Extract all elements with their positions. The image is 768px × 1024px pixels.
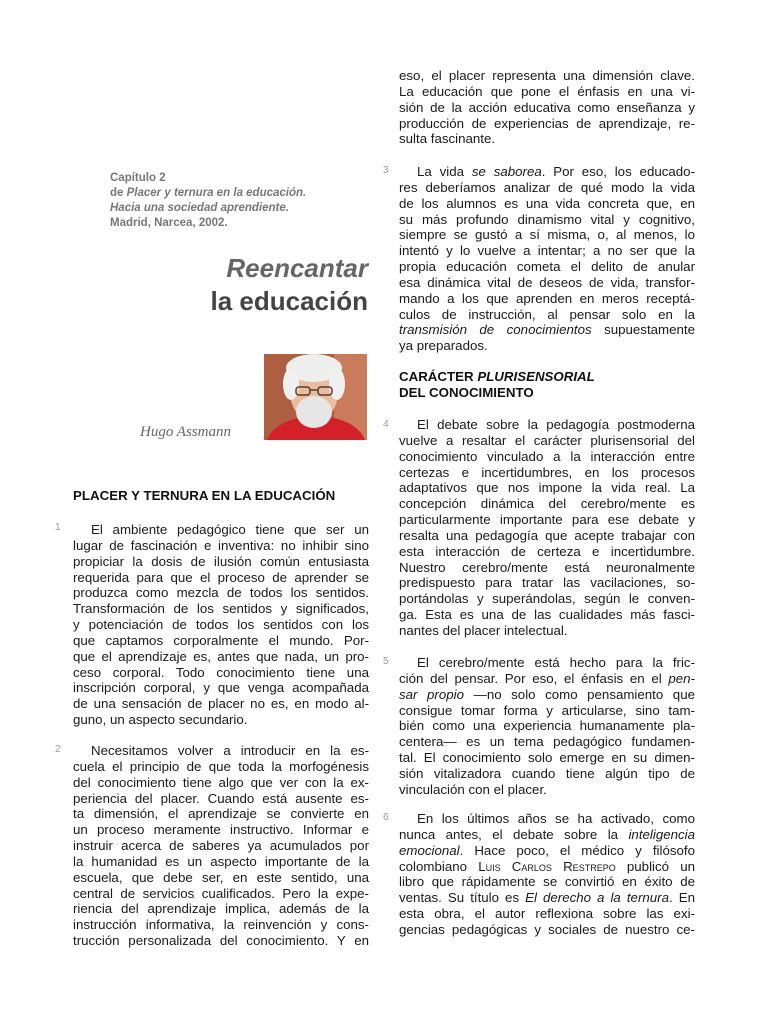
text-line: siempre se gustó a sí misma, o, al menos, lo [399, 227, 695, 243]
text-line: ción del pensar. Por eso, el énfasis en el pen- [399, 670, 695, 686]
text-line: la humanidad es un aspecto importante de la [73, 853, 369, 869]
text-line: resalta una pedagogía que acepte trabajar con [399, 527, 695, 543]
paragraph-number: 5 [383, 656, 389, 667]
text-line: de una sensación de placer no es, en modo al- [73, 696, 369, 712]
text-line: guno, un aspecto secundario. [73, 712, 248, 728]
author-name: Hugo Assmann [140, 424, 231, 440]
paragraph-6 [399, 811, 695, 938]
text-line: adaptativos que nos impone la vida real. La [399, 480, 695, 496]
text-line: concepción dinámica del cerebro/mente es [399, 496, 695, 512]
text-line: su más profundo dinamismo vital y cognitivo, [399, 211, 695, 227]
text-line: Transformación de los sentidos y significados, [73, 601, 369, 617]
text-line: propia educación cometa el delito de anular [399, 259, 695, 275]
chapter-credit [110, 171, 306, 231]
text-line: esta interacción de certeza e incertidumbre. [399, 543, 695, 559]
text-line: que captamos corporalmente el mundo. Por- [73, 632, 369, 648]
credit-publisher: Madrid, Narcea, 2002. [110, 217, 228, 229]
text-line: La vida se saborea. Por eso, los educado- [417, 164, 695, 179]
text-line: ceso corporal. Todo conocimiento tiene una [73, 664, 369, 680]
text-line: centera— es un tema pedagógico fundamen- [399, 734, 695, 750]
text-line: tal. El conocimiento solo emerge en su dimen- [399, 750, 695, 766]
text-line: res deberíamos analizar de qué modo la vida [399, 179, 695, 195]
text-line: ventas. Su título es El derecho a la ternura. En [399, 890, 695, 906]
credit-subtitle: Hacia una sociedad aprendiente. [110, 202, 289, 214]
text-line: mando a los que aprenden en meros receptá- [399, 290, 695, 306]
text-line: En los últimos años se ha activado, como [417, 811, 695, 826]
paragraph-number: 1 [55, 522, 61, 533]
text-line: periencia del placer. Cuando está ausente es- [73, 790, 369, 806]
text-line: Nuestro cerebro/mente está neuronalmente [399, 559, 695, 575]
text-line: sión de la acción educativa como enseñanza y [399, 99, 695, 115]
text-line: del conocimiento tiene algo que ver con la ex- [73, 774, 369, 790]
text-line: vuelve a resaltar el carácter plurisensorial del [399, 432, 695, 448]
text-line: portándolas y superándolas, según le conven- [399, 591, 695, 607]
text-line: riencia del aprendizaje implica, además de la [73, 901, 369, 917]
text-line: conocimiento vinculado a la interacción entre [399, 448, 695, 464]
text-line: nantes del placer intelectual. [399, 622, 568, 638]
text-line: libro que rápidamente se convirtió en éxito de [399, 874, 695, 890]
text-line: ta dimensión, el aprendizaje se convierte en [73, 806, 369, 822]
article-title-line2: la educación [210, 286, 368, 316]
text-line: transmisión de conocimientos supuestamente [399, 322, 695, 338]
text-line: El ambiente pedagógico tiene que ser un [91, 522, 369, 537]
text-line: gencias pedagógicas y sociales de nuestro ce- [399, 921, 695, 937]
text-line: produzca como mezcla de todos los sentidos. [73, 585, 369, 601]
article-title-line1: Reencantar [226, 253, 368, 283]
text-line: inscripción corporal, y que venga acompañada [73, 680, 369, 696]
paragraph-4 [399, 417, 695, 639]
paragraph-number: 2 [55, 744, 61, 755]
text-line: esa dinámica vital de deseos de vida, transfor- [399, 274, 695, 290]
text-line: sulta fascinante. [399, 131, 496, 147]
text-line: nunca antes, el debate sobre la inteligencia [399, 826, 695, 842]
text-line: intentó y lo vuelve a intentar; a no ser que la [399, 243, 695, 259]
heading-line: CARÁCTER PLURISENSORIAL [399, 369, 595, 384]
text-line: sar propio —no solo como pensamiento que [399, 686, 695, 702]
text-line: consigue tomar forma y articularse, sino tam- [399, 702, 695, 718]
text-line: que el aprendizaje es, antes que nada, un pro- [73, 648, 369, 664]
paragraph-number: 4 [383, 419, 389, 430]
text-line: y potenciación de todos los sentidos con los [73, 617, 369, 633]
text-line: El cerebro/mente está hecho para la fric- [417, 655, 695, 670]
text-line: predispuesto para tratar las vacilaciones, so- [399, 575, 695, 591]
author-portrait-image [264, 354, 367, 440]
section-heading-plurisensorial [399, 369, 695, 401]
text-line: lugar de fascinación e inventiva: no inhibir sino [73, 537, 369, 553]
paragraph-5 [399, 655, 695, 798]
text-line: vinculación con el placer. [399, 781, 547, 797]
text-line: de los alumnos es una vida concreta que, en [399, 195, 695, 211]
text-line: Necesitamos volver a introducir en la es- [91, 743, 369, 758]
text-line: propiciar la dosis de ilusión común entusiasta [73, 553, 369, 569]
text-line: requerida para que el proceso de aprender se [73, 569, 369, 585]
text-line: instruir acerca de saberes ya acumulados por [73, 838, 369, 854]
text-line: ya preparados. [399, 338, 488, 354]
text-line: La educación que pone el énfasis en una vi- [399, 83, 695, 99]
text-line: cuela el principio de que toda la morfogénesis [73, 758, 369, 774]
author-photo [264, 354, 367, 440]
text-line: trucción personalizada del conocimiento. Y en [73, 933, 369, 949]
text-line: producción de experiencias de aprendizaje, re- [399, 115, 695, 131]
text-line: un proceso meramente instructivo. Informar e [73, 822, 369, 838]
text-line: culos de instrucción, al pensar solo en la [399, 306, 695, 322]
text-line: eso, el placer representa una dimensión clave. [399, 68, 695, 83]
section-heading-placer: PLACER Y TERNURA EN LA EDUCACIÓN [73, 488, 336, 503]
paragraph-3 [399, 164, 695, 354]
text-line: ga. Esta es una de las cualidades más fasci- [399, 607, 695, 623]
paragraph-2 [73, 743, 369, 949]
text-line: sión vitalizadora cuando tiene algún tipo de [399, 765, 695, 781]
text-line: colombiano Luis Carlos Restrepo publicó un [399, 858, 695, 874]
paragraph-continued [399, 68, 695, 147]
text-line: bién como una experiencia humanamente pla- [399, 718, 695, 734]
heading-line: DEL CONOCIMIENTO [399, 385, 534, 400]
credit-chapter: Capítulo 2 [110, 172, 166, 184]
text-line: central de servicios cualificados. Pero la expe- [73, 885, 369, 901]
text-line: instrucción informativa, la reinvención y cons- [73, 917, 369, 933]
text-line: certezas e incertidumbres, en los procesos [399, 464, 695, 480]
paragraph-1 [73, 522, 369, 728]
text-line: El debate sobre la pedagogía postmoderna [417, 417, 695, 432]
paragraph-number: 3 [383, 165, 389, 176]
text-line: particularmente importante para ese debate y [399, 512, 695, 528]
paragraph-number: 6 [383, 812, 389, 823]
text-line: emocional. Hace poco, el médico y filósofo [399, 842, 695, 858]
text-line: esta obra, el autor reflexiona sobre las exi- [399, 906, 695, 922]
text-line: escuela, que debe ser, en este sentido, una [73, 869, 369, 885]
credit-book: de Placer y ternura en la educación. [110, 187, 307, 199]
